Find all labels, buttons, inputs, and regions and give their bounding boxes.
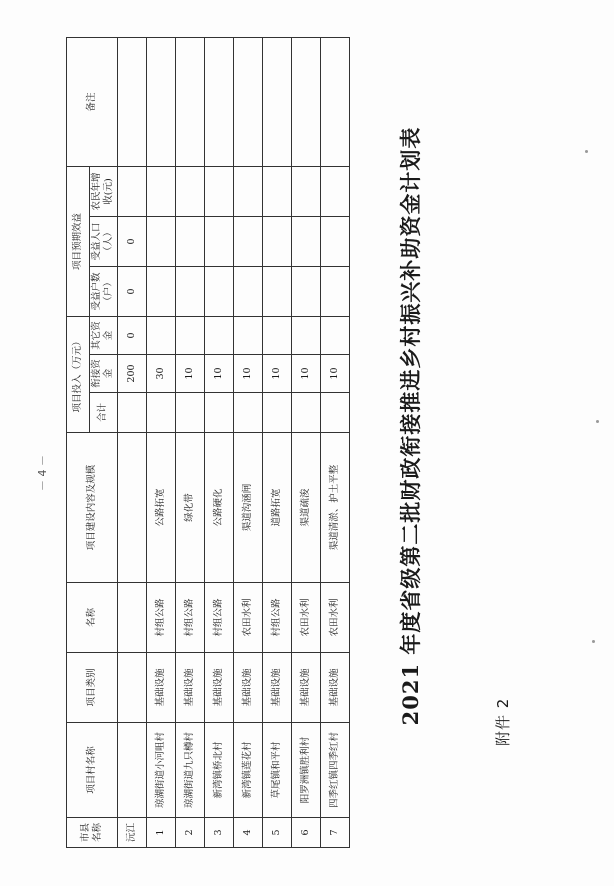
row-name: 村组公路 [175, 583, 204, 653]
header-content: 项目建设内容及规模 [67, 433, 118, 583]
row-village: 阳罗洲镇胜利村 [291, 723, 320, 818]
summary-row [117, 37, 146, 847]
row-village: 琼湖街道小河咀村 [146, 723, 175, 818]
row-category: 基础设施 [320, 653, 349, 723]
row-content: 渠道疏浚 [291, 433, 320, 583]
header-benefit: 项目预期效益 [67, 166, 90, 316]
row-village: 琼湖街道九只樽村 [175, 723, 204, 818]
row-content: 公路硬化 [204, 433, 233, 583]
row-number: 6 [291, 818, 320, 848]
row-number: 7 [320, 818, 349, 848]
row-linked-funds: 10 [320, 355, 349, 393]
table-row [320, 37, 349, 847]
row-category: 基础设施 [146, 653, 175, 723]
row-linked-funds: 30 [146, 355, 175, 393]
row-village: 新湾镇莲花村 [233, 723, 262, 818]
table-row [175, 37, 204, 847]
row-linked-funds: 10 [233, 355, 262, 393]
header-remarks: 备注 [67, 37, 118, 166]
table-row [204, 37, 233, 847]
row-name: 农田水利 [291, 583, 320, 653]
row-content: 绿化带 [175, 433, 204, 583]
row-content: 公路拓宽 [146, 433, 175, 583]
summary-linked-funds: 200 [117, 355, 146, 393]
summary-households: 0 [117, 266, 146, 316]
row-name: 农田水利 [320, 583, 349, 653]
table-row [146, 37, 175, 847]
header-name: 名称 [67, 583, 118, 653]
row-number: 4 [233, 818, 262, 848]
row-category: 基础设施 [262, 653, 291, 723]
funding-plan-table [66, 37, 350, 848]
header-population: 受益人口（人） [90, 216, 118, 266]
row-village: 草尾镇和平村 [262, 723, 291, 818]
header-other-funds: 其它资金 [90, 316, 118, 354]
row-name: 村组公路 [204, 583, 233, 653]
table-row [291, 37, 320, 847]
row-name: 村组公路 [146, 583, 175, 653]
row-linked-funds: 10 [262, 355, 291, 393]
summary-population: 0 [117, 216, 146, 266]
row-number: 1 [146, 818, 175, 848]
table-row [233, 37, 262, 847]
row-number: 5 [262, 818, 291, 848]
summary-other-funds: 0 [117, 316, 146, 354]
table-row [262, 37, 291, 847]
row-number: 3 [204, 818, 233, 848]
row-name: 农田水利 [233, 583, 262, 653]
header-income: 农民年增收(元) [90, 166, 118, 216]
row-village: 新湾镇桥北村 [204, 723, 233, 818]
header-linked-funds: 衔接资金 [90, 355, 118, 393]
row-number: 2 [175, 818, 204, 848]
document-title: 2021 年度省级第二批财政衔接推进乡村振兴补助资金计划表 [398, 126, 423, 726]
row-category: 基础设施 [175, 653, 204, 723]
row-content: 渠道沟涵闸 [233, 433, 262, 583]
header-investment: 项目投入（万元） [67, 316, 90, 432]
header-category: 项目类别 [67, 653, 118, 723]
row-linked-funds: 10 [175, 355, 204, 393]
row-content: 渠道清淤、护土平整 [320, 433, 349, 583]
row-linked-funds: 10 [291, 355, 320, 393]
header-county: 市县名称 [67, 818, 118, 848]
row-linked-funds: 10 [204, 355, 233, 393]
row-village: 四季红镇四季红村 [320, 723, 349, 818]
row-category: 基础设施 [233, 653, 262, 723]
attachment-label: 附件 2 [494, 697, 512, 746]
header-village: 项目村名称 [67, 723, 118, 818]
page-number: － 4 － [36, 455, 49, 491]
row-content: 道路拓宽 [262, 433, 291, 583]
header-total: 合计 [90, 393, 118, 433]
header-households: 受益户数（户） [90, 266, 118, 316]
row-name: 村组公路 [262, 583, 291, 653]
row-category: 基础设施 [204, 653, 233, 723]
summary-county: 沅江 [117, 818, 146, 848]
row-category: 基础设施 [291, 653, 320, 723]
